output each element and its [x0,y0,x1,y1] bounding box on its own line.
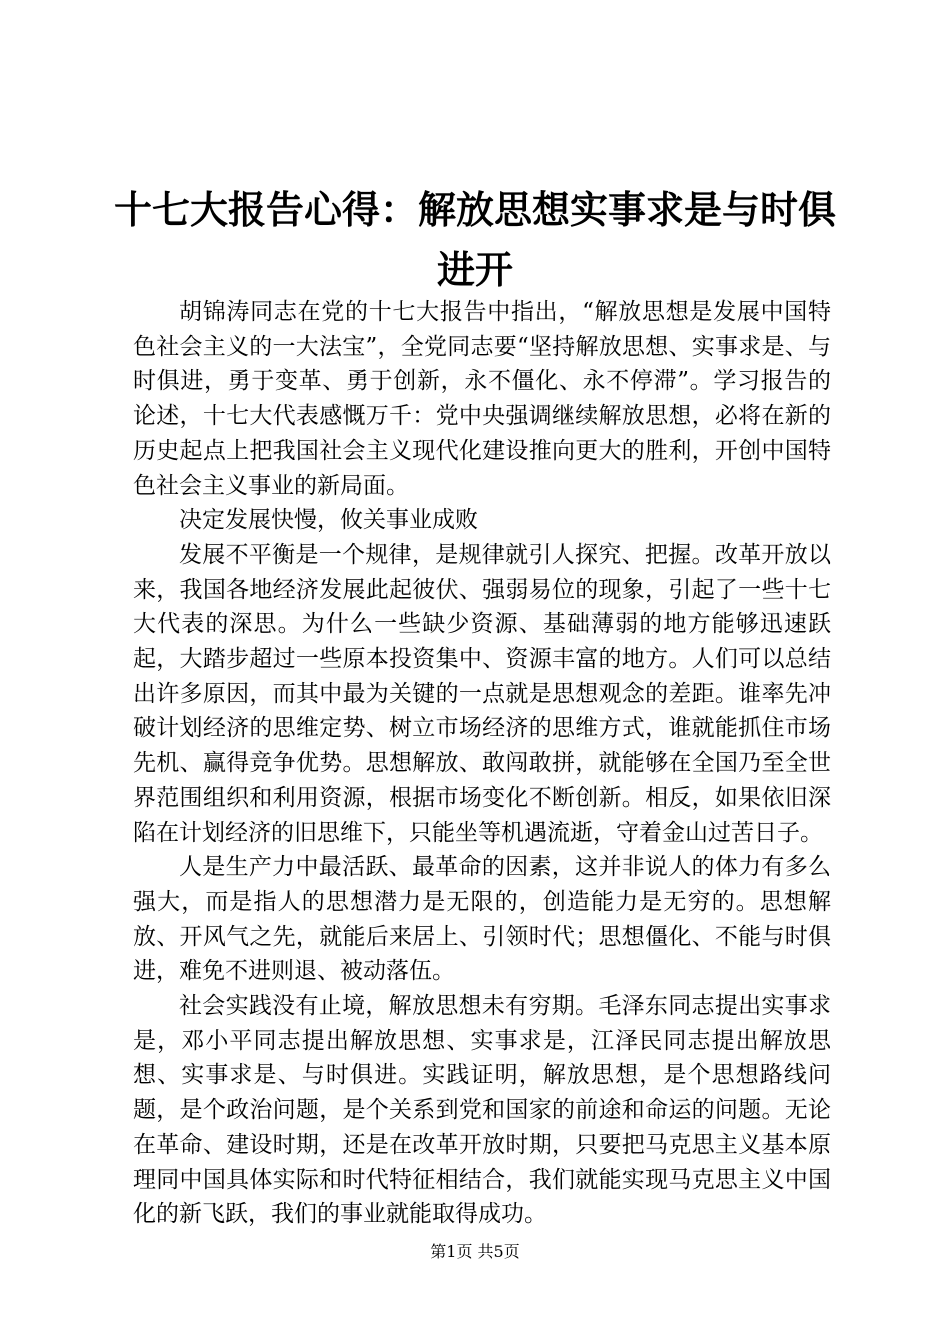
page-number-footer: 第1页 共5页 [430,1242,520,1261]
section-heading: 决定发展快慢，攸关事业成败 [179,507,478,534]
document-body [133,295,831,1232]
paragraph-practice: 社会实践没有止境，解放思想未有穷期。毛泽东同志提出实事求是，邓小平同志提出解放思想、实事求是，江泽民同志提出解放思想、实事求是、与时俱进。实践证明，解放思想，是个思想路线问题，是个政治问题，是个关系到党和国家的前途和命运的问题。无论在革命、建设时期，还是在改革开放时期，只要把马克思主义基本原理同中国具体实际和时代特征相结合，我们就能实现马克思主义中国化的新飞跃，我们的事业就能取得成功。 [133,993,831,1228]
paragraph-development: 发展不平衡是一个规律，是规律就引人探究、把握。改革开放以来，我国各地经济发展此起彼伏、强弱易位的现象，引起了一些十七大代表的深思。为什么一些缺少资源、基础薄弱的地方能够迅速跃起，大踏步超过一些原本投资集中、资源丰富的地方。人们可以总结出许多原因，而其中最为关键的一点就是思想观念的差距。谁率先冲破计划经济的思维定势、树立市场经济的思维方式，谁就能抓住市场先机、赢得竞争优势。思想解放、敢闯敢拼，就能够在全国乃至全世界范围组织和利用资源，根据市场变化不断创新。相反，如果依旧深陷在计划经济的旧思维下，只能坐等机遇流逝，守着金山过苦日子。 [133,541,831,846]
paragraph-intro: 胡锦涛同志在党的十七大报告中指出，“解放思想是发展中国特色社会主义的一大法宝”，全党同志要“坚持解放思想、实事求是、与时俱进，勇于变革、勇于创新，永不僵化、永不停滞”。学习报告的论述，十七大代表感慨万千：党中央强调继续解放思想，必将在新的历史起点上把我国社会主义现代化建设推向更大的胜利，开创中国特色社会主义事业的新局面。 [133,299,831,499]
document-title: 十七大报告心得：解放思想实事求是与时俱进开 [113,188,836,292]
paragraph-productivity: 人是生产力中最活跃、最革命的因素，这并非说人的体力有多么强大，而是指人的思想潜力是无限的，创造能力是无穷的。思想解放、开风气之先，就能后来居上、引领时代；思想僵化、不能与时俱进，难免不进则退、被动落伍。 [133,854,831,985]
